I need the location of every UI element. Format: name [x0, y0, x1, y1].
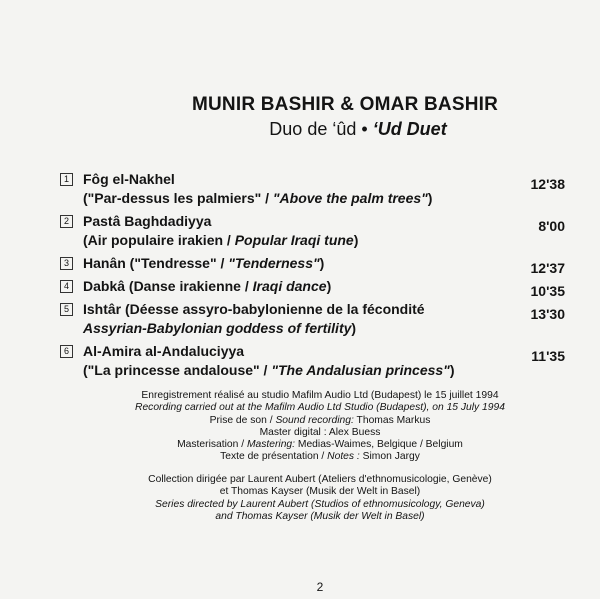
sound-credit: Prise de son / Sound recording: Thomas Markus — [209, 414, 431, 426]
album-subtitle — [116, 117, 600, 141]
mastering-credit: Masterisation / Mastering: Medias-Waimes, Belgique / Belgium — [177, 439, 463, 451]
track-title: Fôg el-Nakhel — [83, 171, 175, 187]
track-title: Hanân ("Tendresse" / "Tenderness") — [83, 255, 325, 271]
series-en-line2: and Thomas Kayser (Musik der Welt in Basel) — [215, 510, 425, 522]
artist-title: MUNIR BASHIR & OMAR BASHIR — [191, 94, 499, 115]
master-digital-credit: Master digital : Alex Buess — [259, 426, 381, 438]
recording-note-en: Recording carried out at the Mafilm Audio Ltd Studio (Budapest), on 15 July 1994 — [135, 402, 505, 414]
series-fr-line2: et Thomas Kayser (Musik der Welt in Basel) — [219, 486, 421, 498]
track-duration: 8'00 — [538, 218, 565, 234]
track-subtitle: (Air populaire irakien / Popular Iraqi tune) — [83, 232, 359, 248]
track-3 — [60, 254, 570, 276]
track-number: 2 — [60, 215, 73, 228]
subtitle-french: Duo de ‘ûd • — [269, 119, 368, 139]
subtitle-english: ‘Ud Duet — [372, 119, 447, 139]
notes-credit: Texte de présentation / Notes : Simon Jargy — [220, 451, 420, 463]
track-title: Ishtâr (Déesse assyro-babylonienne de la fécondité — [83, 301, 425, 317]
track-duration: 10'35 — [530, 283, 565, 299]
track-6 — [60, 342, 570, 380]
track-number: 6 — [60, 345, 73, 358]
track-number: 3 — [60, 257, 73, 270]
series-en-line1: Series directed by Laurent Aubert (Studios of ethnomusicology, Geneva) — [155, 498, 485, 510]
recording-note-fr: Enregistrement réalisé au studio Mafilm Audio Ltd (Budapest) le 15 juillet 1994 — [141, 390, 499, 401]
track-number: 5 — [60, 303, 73, 316]
track-1 — [60, 170, 570, 208]
track-5 — [60, 300, 570, 338]
series-fr-line1: Collection dirigée par Laurent Aubert (Ateliers d'ethnomusicologie, Genève) — [148, 474, 492, 485]
track-title: Dabkâ (Danse irakienne / Iraqi dance) — [83, 278, 332, 294]
track-number: 1 — [60, 173, 73, 186]
album-header — [0, 93, 600, 141]
track-2 — [60, 212, 570, 250]
recording-credits — [20, 390, 600, 464]
track-duration: 11'35 — [531, 348, 565, 364]
track-duration: 12'38 — [530, 176, 565, 192]
track-title: Al-Amira al-Andaluciyya — [83, 343, 245, 359]
series-credits — [20, 474, 600, 523]
track-4 — [60, 277, 570, 299]
page-number: 2 — [316, 580, 324, 594]
track-duration: 12'37 — [530, 260, 565, 276]
track-subtitle: Assyrian-Babylonian goddess of fertility) — [83, 320, 357, 336]
track-subtitle: ("Par-dessus les palmiers" / "Above the palm trees") — [83, 190, 433, 206]
track-duration: 13'30 — [530, 306, 565, 322]
track-list — [60, 170, 570, 384]
track-subtitle: ("La princesse andalouse" / "The Andalusian princess") — [83, 362, 455, 378]
track-title: Pastâ Baghdadiyya — [83, 213, 212, 229]
track-number: 4 — [60, 280, 73, 293]
